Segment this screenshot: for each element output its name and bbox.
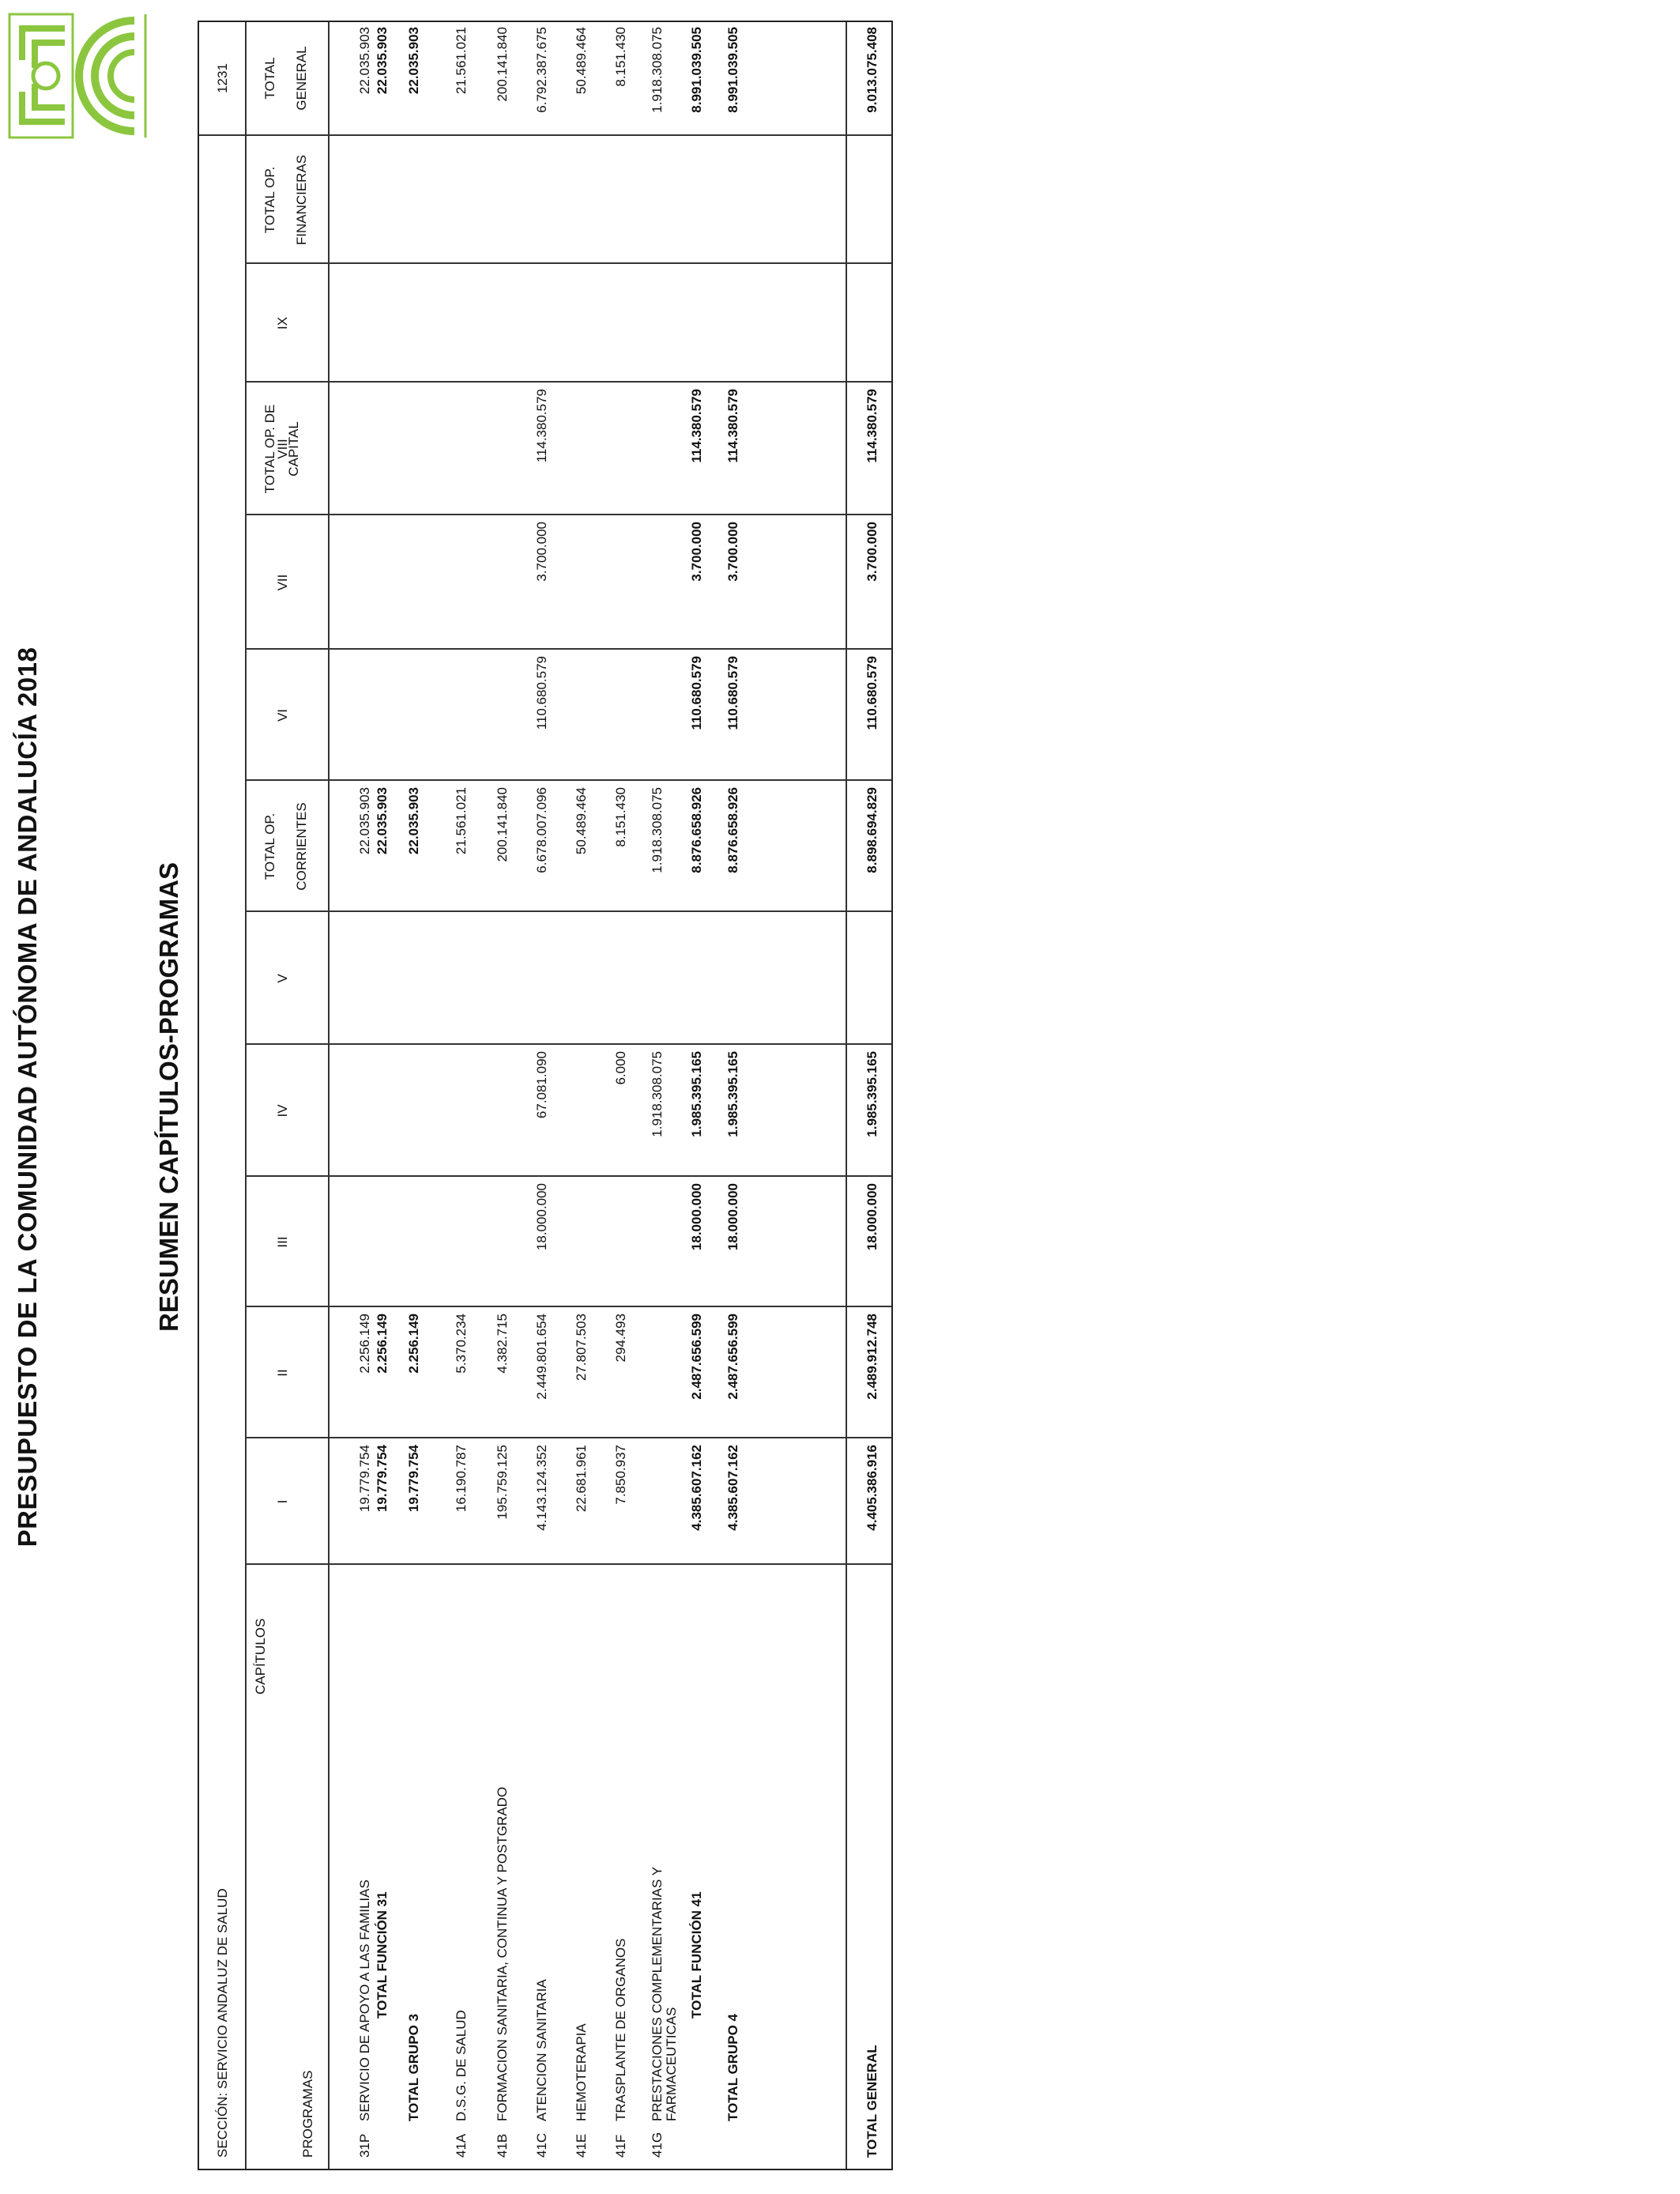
- cell-c2: 2.487.656.599: [725, 1314, 740, 1400]
- cell-c6: 8.876.658.926: [689, 787, 704, 873]
- cell-c3: 18.000.000: [725, 1183, 740, 1251]
- cell-c3: 18.000.000: [534, 1183, 549, 1251]
- col-rule: [245, 1175, 891, 1177]
- cell-c1: 16.190.787: [454, 1445, 469, 1513]
- cell-c2: 4.382.715: [495, 1314, 510, 1374]
- page-subtitle: RESUMEN CAPÍTULOS-PROGRAMAS: [154, 861, 183, 1333]
- cell-c1: 4.385.607.162: [725, 1445, 740, 1531]
- cell-c13: 1.918.308.075: [650, 27, 665, 113]
- cell-c1: 22.681.961: [574, 1445, 589, 1513]
- col-header-iii: III: [275, 1236, 290, 1248]
- programas-header: PROGRAMAS: [300, 2070, 315, 2158]
- col-rule: [245, 134, 891, 136]
- cell-c8: 3.700.000: [534, 522, 549, 582]
- cell-c9: 114.380.579: [534, 389, 549, 463]
- cell-c8: 3.700.000: [864, 522, 880, 582]
- cell-c4: 1.985.395.165: [864, 1051, 880, 1137]
- cell-c1: 4.385.607.162: [689, 1445, 704, 1531]
- col-rule: [245, 1043, 891, 1045]
- program-code: 41E: [574, 2133, 589, 2158]
- program-code: 41F: [613, 2134, 628, 2158]
- cell-c1: 195.759.125: [495, 1445, 510, 1520]
- col-rule: [245, 1563, 891, 1565]
- cell-c2: 27.807.503: [574, 1314, 589, 1382]
- cell-c2: 5.370.234: [454, 1314, 469, 1374]
- cell-c13: 8.991.039.505: [689, 27, 704, 113]
- total-row-label: TOTAL FUNCIÓN 41: [689, 1891, 704, 2019]
- program-label: HEMOTERAPIA: [574, 2023, 589, 2121]
- cell-c13: 8.991.039.505: [725, 27, 740, 113]
- program-label: ATENCION SANITARIA: [534, 1979, 549, 2121]
- cell-c3: 18.000.000: [689, 1183, 704, 1251]
- cell-c1: 19.779.754: [406, 1445, 421, 1513]
- cell-c4: 6.000: [613, 1051, 628, 1085]
- page-title: PRESUPUESTO DE LA COMUNIDAD AUTÓNOMA DE ANDALUCÍA 2018: [13, 647, 42, 1547]
- col-rule: [245, 514, 891, 515]
- col-header-total-general-l2: GENERAL: [294, 46, 309, 111]
- cell-c2: 294.493: [613, 1314, 628, 1363]
- cell-c1: 19.779.754: [357, 1445, 372, 1513]
- cell-c13: 9.013.075.408: [864, 27, 880, 113]
- col-header-total-capital-l1: TOTAL OP. DE: [262, 404, 277, 494]
- cell-c7: 110.680.579: [864, 656, 880, 730]
- col-rule: [245, 262, 891, 264]
- cell-c6: 21.561.021: [454, 787, 469, 855]
- cell-c1: 7.850.937: [613, 1445, 628, 1505]
- capitulos-header: CAPÍTULOS: [253, 1618, 268, 1695]
- cell-c2: 2.449.801.654: [534, 1314, 549, 1400]
- cell-c13: 21.561.021: [454, 27, 469, 95]
- cell-c13: 22.035.903: [375, 27, 390, 95]
- cell-c6: 1.918.308.075: [650, 787, 665, 873]
- program-code: 41C: [534, 2132, 549, 2158]
- col-rule: [245, 1437, 891, 1438]
- cell-c13: 22.035.903: [357, 27, 372, 95]
- program-code: 41G: [650, 2132, 665, 2158]
- junta-andalucia-logo-icon: [8, 13, 147, 139]
- total-row-label: TOTAL GRUPO 4: [725, 2013, 740, 2121]
- col-rule: [245, 648, 891, 650]
- cell-c7: 110.680.579: [725, 656, 740, 730]
- program-label: PRESTACIONES COMPLEMENTARIAS Y: [650, 1866, 665, 2121]
- cell-c9: 114.380.579: [689, 389, 704, 463]
- col-header-total-corrientes-l2: CORRIENTES: [294, 802, 309, 891]
- col-header-vi: VI: [275, 708, 290, 722]
- total-row-label: TOTAL GRUPO 3: [406, 2013, 421, 2121]
- program-label-continued: FARMACEUTICAS: [664, 2007, 679, 2121]
- cell-c6: 50.489.464: [574, 787, 589, 855]
- program-code: 41A: [454, 2133, 469, 2158]
- col-rule: [245, 381, 891, 383]
- col-rule: [245, 1306, 891, 1307]
- program-label: D.S.G. DE SALUD: [454, 2010, 469, 2121]
- cell-c6: 8.876.658.926: [725, 787, 740, 873]
- cell-c13: 22.035.903: [406, 27, 421, 95]
- cell-c8: 3.700.000: [725, 522, 740, 582]
- cell-c6: 6.678.007.096: [534, 787, 549, 873]
- program-label: SERVICIO DE APOYO A LAS FAMILIAS: [357, 1879, 372, 2121]
- program-code: 31P: [357, 2133, 372, 2158]
- cell-c6: 8.898.694.829: [864, 787, 880, 873]
- cell-c2: 2.256.149: [357, 1314, 372, 1374]
- col-header-i: I: [275, 1499, 290, 1504]
- budget-table: [198, 21, 893, 2170]
- cell-c2: 2.256.149: [375, 1314, 390, 1374]
- cell-c1: 4.405.386.916: [864, 1445, 880, 1531]
- col-rule: [245, 910, 891, 912]
- program-code: 41B: [495, 2133, 510, 2158]
- cell-c13: 50.489.464: [574, 27, 589, 95]
- col-header-ix: IX: [275, 316, 290, 330]
- cell-c13: 6.792.387.675: [534, 27, 549, 113]
- col-header-iv: IV: [275, 1104, 290, 1118]
- program-label: TRASPLANTE DE ORGANOS: [613, 1938, 628, 2121]
- col-header-total-financieras-l2: FINANCIERAS: [294, 154, 309, 246]
- section-label: SECCIÓN: SERVICIO ANDALUZ DE SALUD: [215, 1888, 230, 2158]
- total-row-label: TOTAL FUNCIÓN 31: [375, 1891, 390, 2019]
- cell-c13: 200.141.840: [495, 27, 510, 102]
- cell-c7: 110.680.579: [534, 656, 549, 730]
- cell-c1: 19.779.754: [375, 1445, 390, 1513]
- cell-c6: 22.035.903: [375, 787, 390, 855]
- cell-c9: 114.380.579: [725, 389, 740, 463]
- cell-c6: 8.151.430: [613, 787, 628, 847]
- total-row-label: TOTAL GENERAL: [864, 2045, 880, 2158]
- header-rule: [328, 22, 330, 2169]
- cell-c6: 22.035.903: [406, 787, 421, 855]
- program-label: FORMACION SANITARIA, CONTINUA Y POSTGRADO: [495, 1786, 510, 2121]
- cell-c7: 110.680.579: [689, 656, 704, 730]
- cell-c13: 8.151.430: [613, 27, 628, 87]
- cell-c3: 18.000.000: [864, 1183, 880, 1251]
- col-header-ii: II: [275, 1369, 290, 1377]
- col-rule: [245, 779, 891, 781]
- col-header-total-corrientes-l1: TOTAL OP.: [262, 812, 277, 880]
- cell-c4: 67.081.090: [534, 1051, 549, 1119]
- cell-c6: 22.035.903: [357, 787, 372, 855]
- col-header-viii: VIII: [275, 439, 290, 459]
- col-header-v: V: [275, 974, 290, 983]
- cell-c8: 3.700.000: [689, 522, 704, 582]
- section-code: 1231: [215, 63, 230, 93]
- section-rule: [245, 22, 247, 2169]
- total-rule: [846, 22, 847, 2169]
- cell-c9: 114.380.579: [864, 389, 880, 463]
- col-header-vii: VII: [275, 574, 290, 591]
- cell-c6: 200.141.840: [495, 787, 510, 862]
- cell-c2: 2.489.912.748: [864, 1314, 880, 1400]
- cell-c2: 2.256.149: [406, 1314, 421, 1374]
- cell-c4: 1.985.395.165: [725, 1051, 740, 1137]
- col-header-total-general-l1: TOTAL: [262, 57, 277, 100]
- cell-c4: 1.985.395.165: [689, 1051, 704, 1137]
- cell-c4: 1.918.308.075: [650, 1051, 665, 1137]
- col-header-total-financieras-l1: TOTAL OP.: [262, 166, 277, 234]
- cell-c2: 2.487.656.599: [689, 1314, 704, 1400]
- cell-c1: 4.143.124.352: [534, 1445, 549, 1531]
- col-header-total-capital-l2: CAPITAL: [286, 421, 301, 477]
